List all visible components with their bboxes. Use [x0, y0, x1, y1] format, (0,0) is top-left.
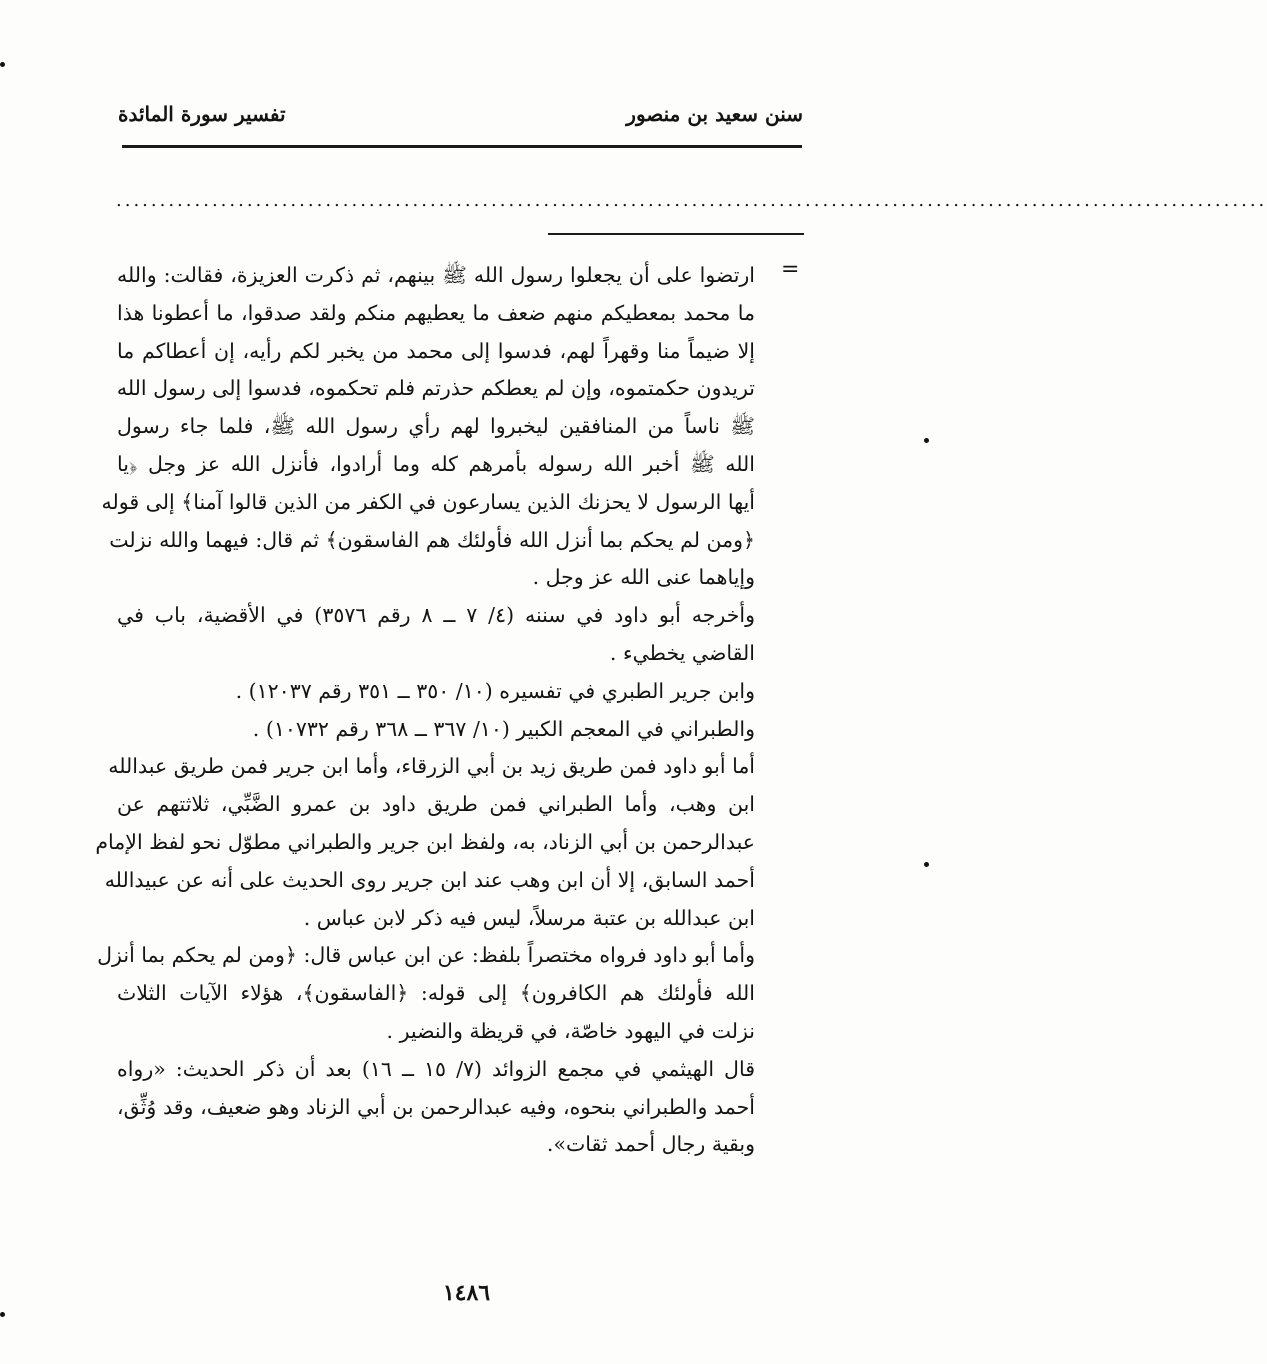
text-line: عبدالرحمن بن أبي الزناد، به، ولفظ ابن جرير والطبراني مطوّل نحو لفظ الإمام: [95, 829, 755, 854]
text-line: ابن وهب، وأما الطبراني فمن طريق داود بن عمرو الضَّبِّي، ثلاثتهم عن: [117, 792, 755, 817]
text-line: قال الهيثمي في مجمع الزوائد (٧/ ١٥ ــ ١٦) بعد أن ذكر الحديث: «رواه: [117, 1056, 756, 1081]
dotted-separator: ....................................................................................................................................: [116, 190, 1267, 211]
scan-speck: [924, 862, 929, 867]
page-number: ١٤٨٦: [442, 1280, 491, 1306]
text-line: أما أبو داود فمن طريق زيد بن أبي الزرقاء، وأما ابن جرير فمن طريق عبدالله: [108, 754, 755, 779]
text-line: أحمد والطبراني بنحوه، وفيه عبدالرحمن بن أبي الزناد وهو ضعيف، وقد وُثِّق،: [117, 1094, 755, 1119]
text-line: والطبراني في المعجم الكبير (١٠/ ٣٦٧ ــ ٣٦٨ رقم ١٠٧٣٢) .: [252, 716, 755, 741]
text-line: وأخرجه أبو داود في سننه (٤/ ٧ ــ ٨ رقم ٣٥٧٦) في الأقضية، باب في: [117, 603, 756, 628]
text-line: إلا ضيماً منا وقهراً لهم، فدسوا إلى محمد من يخبر لكم رأيه، إن أعطاكم ما: [117, 338, 755, 363]
text-line: أحمد السابق، إلا أن ابن وهب عند ابن جرير روى الحديث على أنه عن عبيدالله: [104, 867, 755, 892]
header-rule: [122, 145, 802, 148]
text-line: ارتضوا على أن يجعلوا رسول الله ﷺ بينهم، ثم ذكرت العزيزة، فقالت: والله: [117, 263, 755, 287]
text-line: ﷺ ناساً من المنافقين ليخبروا لهم رأي رسول الله ﷺ، فلما جاء رسول: [117, 414, 755, 439]
text-line: ابن عبدالله بن عتبة مرسلاً، ليس فيه ذكر لابن عباس .: [303, 905, 755, 930]
scan-speck: [0, 62, 5, 67]
scan-speck: [0, 1312, 5, 1317]
text-line: ما محمد بمعطيكم منهم ضعف ما يعطيهم منكم ولقد صدقوا، ما أعطونا هذا: [117, 300, 755, 325]
book-title-header: سنن سعيد بن منصور: [626, 102, 803, 126]
continuation-mark: =: [781, 257, 800, 282]
text-line: نزلت في اليهود خاصّة، في قريظة والنضير .: [386, 1018, 755, 1043]
text-line: وبقية رجال أحمد ثقات».: [546, 1132, 755, 1157]
text-line: الله ﷺ أخبر الله رسوله بأمرهم كله وما أرادوا، فأنزل الله عز وجل ﴿يا: [117, 451, 755, 476]
text-line: تريدون حكمتموه، وإن لم يعطكم حذرتم فلم تحكموه، فدسوا إلى رسول الله: [116, 376, 755, 401]
text-line: وأما أبو داود فرواه مختصراً بلفظ: عن ابن عباس قال: ﴿ومن لم يحكم بما أنزل: [97, 943, 755, 968]
footnote-text: [95, 257, 756, 1164]
text-line: القاضي يخطيء .: [609, 640, 755, 665]
footnote-rule: [548, 233, 804, 235]
text-line: ﴿ومن لم يحكم بما أنزل الله فأولئك هم الفاسقون﴾ ثم قال: فيهما والله نزلت: [109, 527, 755, 552]
text-line: أيها الرسول لا يحزنك الذين يسارعون في الكفر من الذين قالوا آمنا﴾ إلى قوله: [101, 489, 755, 514]
scan-speck: [924, 438, 929, 443]
text-line: وابن جرير الطبري في تفسيره (١٠/ ٣٥٠ ــ ٣٥١ رقم ١٢٠٣٧) .: [235, 678, 755, 703]
text-line: وإياهما عنى الله عز وجل .: [532, 565, 755, 590]
chapter-title-header: تفسير سورة المائدة: [118, 102, 286, 126]
text-line: الله فأولئك هم الكافرون﴾ إلى قوله: ﴿الفاسقون﴾، هؤلاء الآيات الثلاث: [117, 981, 755, 1006]
